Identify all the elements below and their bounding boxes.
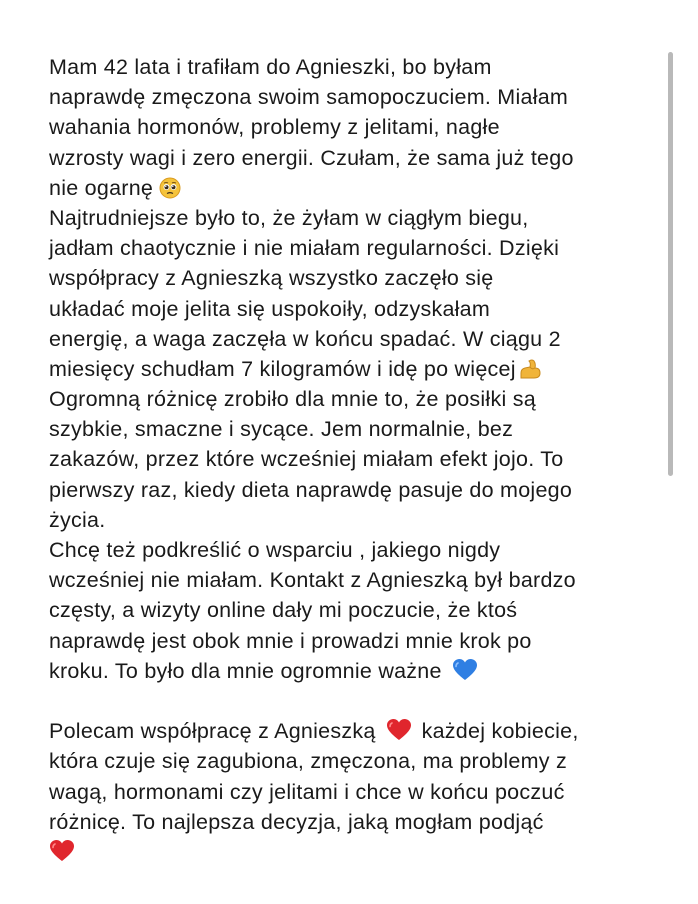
text-line: wahania hormonów, problemy z jelitami, nagłe — [49, 115, 500, 140]
text-line: zakazów, przez które wcześniej miałam efekt jojo. To — [49, 447, 564, 472]
text-segment: Polecam współpracę z Agnieszką — [49, 719, 376, 744]
text-line: Chcę też podkreślić o wsparciu , jakiego nigdy — [49, 538, 501, 562]
text-line-with-emoji — [49, 354, 649, 384]
text-line: pierwszy raz, kiedy dieta naprawdę pasuje do mojego — [49, 477, 573, 502]
text-line: naprawdę jest obok mnie i prowadzi mnie krok po — [49, 628, 532, 653]
text-line: energię, a waga zaczęła w końcu spadać. W ciągu 2 — [49, 326, 561, 351]
text-line: częsty, a wizyty online dały mi poczucie, że ktoś — [49, 598, 518, 623]
text-line: wzrosty wagi i zero energii. Czułam, że sama już tego — [49, 145, 574, 170]
blue-heart-icon — [452, 658, 478, 690]
text-line: szybkie, smaczne i sycące. Jem normalnie, bez — [49, 417, 514, 442]
red-heart-icon — [49, 839, 75, 871]
text-segment: każdej kobiecie, — [421, 719, 579, 744]
text-line: życia. — [49, 507, 106, 532]
text-line: Mam 42 lata i trafiłam do Agnieszki, bo byłam — [49, 55, 492, 79]
text-line-with-emoji — [49, 716, 649, 746]
text-segment: nie ogarnę — [49, 175, 154, 200]
text-line: jadłam chaotycznie i nie miałam regularności. Dzięki — [49, 236, 560, 261]
text-segment: miesięcy schudłam 7 kilogramów i idę po więcej — [49, 356, 516, 381]
emoji-line — [49, 837, 649, 867]
vertical-scrollbar[interactable] — [668, 52, 673, 476]
text-line-with-emoji — [49, 173, 649, 203]
note-body — [49, 52, 649, 867]
paragraph-gap — [49, 686, 649, 716]
text-line: Najtrudniejsze było to, że żyłam w ciągłym biegu, — [49, 205, 529, 230]
text-line: współpracy z Agnieszką wszystko zaczęło się — [49, 266, 494, 291]
text-line: różnicę. To najlepsza decyzja, jaką mogłam podjąć — [49, 809, 544, 834]
text-segment: kroku. To było dla mnie ogromnie ważne — [49, 658, 442, 683]
text-line: która czuje się zagubiona, zmęczona, ma problemy z — [49, 749, 567, 774]
text-line: wcześniej nie miałam. Kontakt z Agnieszką był bardzo — [49, 568, 576, 593]
text-line: Ogromną różnicę zrobiło dla mnie to, że posiłki są — [49, 387, 536, 412]
text-line: wagą, hormonami czy jelitami i chce w końcu poczuć — [49, 779, 565, 804]
text-line-with-emoji — [49, 656, 649, 686]
text-line: układać moje jelita się uspokoiły, odzyskałam — [49, 296, 491, 321]
text-line: naprawdę zmęczona swoim samopoczuciem. Miałam — [49, 85, 569, 110]
